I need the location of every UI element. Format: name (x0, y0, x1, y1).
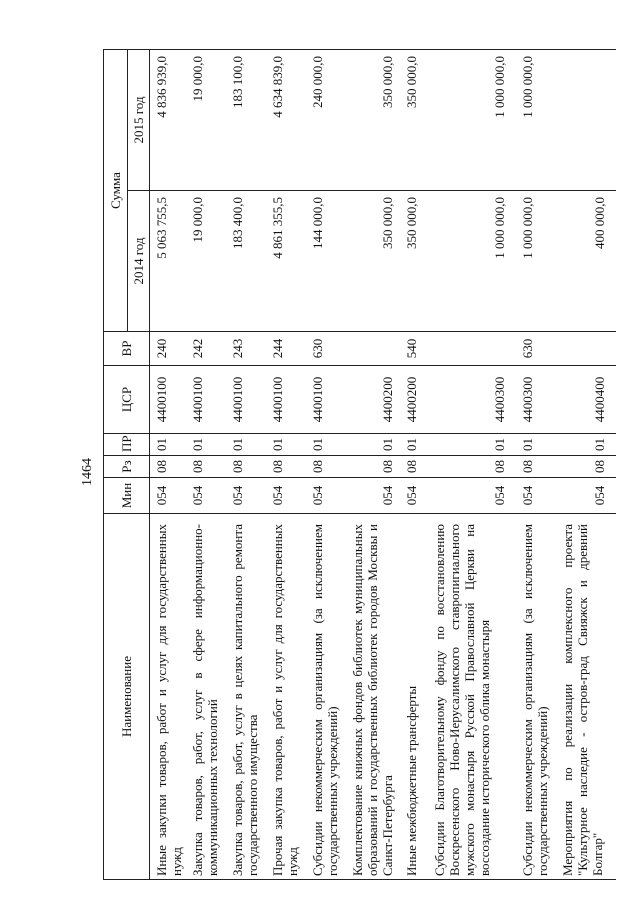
header-csr: ЦСР (104, 366, 150, 434)
row-2015 (556, 50, 616, 191)
row-2014: 5 063 755,5 (150, 191, 186, 332)
row-pr: 01 (226, 434, 266, 456)
row-rz: 08 (266, 456, 306, 478)
row-min: 054 (346, 478, 400, 514)
row-2014: 350 000,0 (346, 191, 400, 332)
header-pr: ПР (104, 434, 150, 456)
header-rz: Рз (104, 456, 150, 478)
table-row (346, 50, 400, 880)
row-vr: 540 (400, 332, 428, 366)
row-pr: 01 (346, 434, 400, 456)
row-name: Субсидии некоммерческим организациям (за исключением государственных учреждений) (516, 514, 556, 880)
row-min: 054 (400, 478, 428, 514)
row-vr: 244 (266, 332, 306, 366)
row-name: Закупка товаров, работ, услуг в целях капитального ремонта государственного имущества (226, 514, 266, 880)
row-min: 054 (306, 478, 346, 514)
row-vr (556, 332, 616, 366)
row-csr: 4400100 (266, 366, 306, 434)
page-number (78, 452, 98, 492)
table-row (428, 50, 516, 880)
row-rz: 08 (556, 456, 616, 478)
row-2015: 183 100,0 (226, 50, 266, 191)
row-csr: 4400100 (186, 366, 226, 434)
row-min: 054 (516, 478, 556, 514)
row-pr: 01 (516, 434, 556, 456)
row-vr: 242 (186, 332, 226, 366)
header-2014: 2014 год (128, 191, 150, 332)
table-row (226, 50, 266, 880)
row-min: 054 (266, 478, 306, 514)
row-vr: 240 (150, 332, 186, 366)
row-2015: 19 000,0 (186, 50, 226, 191)
row-2014: 1 000 000,0 (516, 191, 556, 332)
row-pr: 01 (428, 434, 516, 456)
row-rz: 08 (516, 456, 556, 478)
table-row (306, 50, 346, 880)
row-rz: 08 (186, 456, 226, 478)
table-row (400, 50, 428, 880)
row-csr: 4400300 (516, 366, 556, 434)
row-vr: 630 (306, 332, 346, 366)
row-rz: 08 (400, 456, 428, 478)
row-name: Субсидии Благотворительному фонду по восстановлению Воскресенского Ново-Иерусалимского ставропигиального мужского монастыря Русской Православной Церкви на воссоздание исторического облика монастыря (428, 514, 516, 880)
table-row (556, 50, 616, 880)
row-2015: 4 836 939,0 (150, 50, 186, 191)
row-pr: 01 (556, 434, 616, 456)
row-2014: 350 000,0 (400, 191, 428, 332)
header-2015: 2015 год (128, 50, 150, 191)
row-min: 054 (186, 478, 226, 514)
row-2014: 400 000,0 (556, 191, 616, 332)
row-min: 054 (226, 478, 266, 514)
row-pr: 01 (266, 434, 306, 456)
row-csr: 4400400 (556, 366, 616, 434)
row-csr: 4400200 (346, 366, 400, 434)
row-2014: 19 000,0 (186, 191, 226, 332)
row-csr: 4400100 (150, 366, 186, 434)
row-rz: 08 (150, 456, 186, 478)
row-csr: 4400300 (428, 366, 516, 434)
budget-table (103, 49, 616, 880)
row-csr: 4400100 (306, 366, 346, 434)
page-number-text: 1464 (80, 458, 95, 486)
row-vr: 630 (516, 332, 556, 366)
row-2014: 1 000 000,0 (428, 191, 516, 332)
row-name: Мероприятия по реализации комплексного проекта "Культурное наследие - остров-град Свияжск и древний Болгар" (556, 514, 616, 880)
budget-table-page (103, 50, 607, 880)
row-rz: 08 (226, 456, 266, 478)
row-name: Закупка товаров, работ, услуг в сфере информационно-коммуникационных технологий (186, 514, 226, 880)
table-row (266, 50, 306, 880)
row-pr: 01 (150, 434, 186, 456)
row-pr: 01 (306, 434, 346, 456)
row-2014: 4 861 355,5 (266, 191, 306, 332)
row-rz: 08 (346, 456, 400, 478)
row-name: Иные межбюджетные трансферты (400, 514, 428, 880)
row-2015: 350 000,0 (400, 50, 428, 191)
row-min: 054 (556, 478, 616, 514)
row-vr (428, 332, 516, 366)
row-2015: 4 634 839,0 (266, 50, 306, 191)
row-2015: 1 000 000,0 (516, 50, 556, 191)
row-name: Иные закупки товаров, работ и услуг для государственных нужд (150, 514, 186, 880)
row-csr: 4400200 (400, 366, 428, 434)
row-rz: 08 (306, 456, 346, 478)
header-min: Мин (104, 478, 150, 514)
header-sum: Сумма (104, 50, 128, 332)
row-2015: 240 000,0 (306, 50, 346, 191)
row-csr: 4400100 (226, 366, 266, 434)
table-row (186, 50, 226, 880)
row-min: 054 (150, 478, 186, 514)
row-name: Субсидии некоммерческим организациям (за исключением государственных учреждений) (306, 514, 346, 880)
row-2014: 144 000,0 (306, 191, 346, 332)
table-row (150, 50, 186, 880)
row-name: Прочая закупка товаров, работ и услуг для государственных нужд (266, 514, 306, 880)
row-vr: 243 (226, 332, 266, 366)
row-pr: 01 (186, 434, 226, 456)
table-row (516, 50, 556, 880)
row-2015: 350 000,0 (346, 50, 400, 191)
row-2014: 183 400,0 (226, 191, 266, 332)
row-2015: 1 000 000,0 (428, 50, 516, 191)
row-rz: 08 (428, 456, 516, 478)
header-vr: ВР (104, 332, 150, 366)
row-vr (346, 332, 400, 366)
header-name: Наименование (104, 514, 150, 880)
row-min: 054 (428, 478, 516, 514)
row-name: Комплектование книжных фондов библиотек муниципальных образований и государственных библиотек городов Москвы и Санкт-Петербурга (346, 514, 400, 880)
row-pr: 01 (400, 434, 428, 456)
